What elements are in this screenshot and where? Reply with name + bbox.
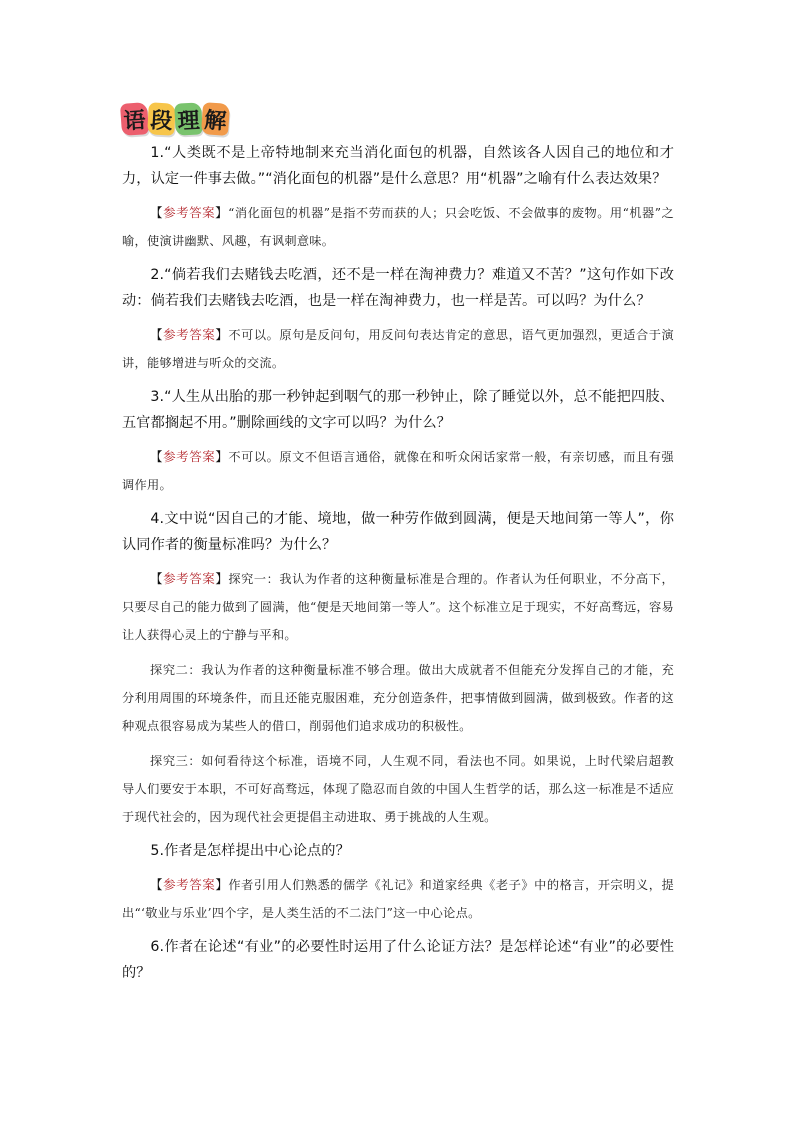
answer-paragraph (122, 199, 674, 255)
answer-text: “消化面包的机器”是指不劳而获的人；只会吃饭、不会做事的废物。用“机器”之喻，使演讲幽默、风趣，有讽刺意味。 (122, 206, 674, 248)
answer-tag (150, 205, 228, 220)
question-text: 4.文中说“因自己的才能、境地，做一种劳作做到圆满，便是天地间第一等人”，你认同作者的衡量标准吗？为什么？ (122, 511, 674, 553)
answer-text: 探究一：我认为作者的这种衡量标准是合理的。作者认为任何职业，不分高下，只要尽自己的能力做到了圆满，他“便是天地间第一等人”。这个标准立足于现实，不好高骛远，容易让人获得心灵上的宁静与平和。 (122, 572, 675, 642)
answer-tag-bracket: 】 (215, 877, 229, 892)
question-text: 3.“人生从出胎的那一秒钟起到咽气的那一秒钟止，除了睡觉以外，总不能把四肢、五官都搁起不用。”删除画线的文字可以吗？为什么？ (122, 389, 674, 431)
answer-text: 探究二：我认为作者的这种衡量标准不够合理。做出大成就者不但能充分发挥自己的才能，充分利用周围的环境条件，而且还能克服困难，充分创造条件，把事情做到圆满，做到极致。作者的这种观点很容易成为某些人的借口，削弱他们追求成功的积极性。 (122, 663, 674, 733)
answer-tag-label: 参考答案 (163, 571, 216, 586)
answer-tag (150, 449, 228, 464)
answer-paragraph (122, 321, 674, 377)
answer-tag-label: 参考答案 (163, 327, 216, 342)
answer-tag-bracket: 【 (150, 327, 164, 342)
section-title-char: 理 (174, 102, 203, 135)
answer-tag-label: 参考答案 (163, 449, 216, 464)
qa-list (122, 140, 674, 993)
answer-tag-label: 参考答案 (163, 205, 216, 220)
answer-tag-bracket: 【 (150, 449, 164, 464)
answer-paragraph (122, 747, 674, 831)
question-text: 1.“人类既不是上帝特地制来充当消化面包的机器，自然该各人因自己的地位和才力，认定一件事去做。”“消化面包的机器”是什么意思？用“机器”之喻有什么表达效果？ (122, 145, 674, 187)
section-title-char: 解 (201, 102, 230, 136)
answer-tag-bracket: 【 (150, 571, 164, 586)
section-title-char: 语 (120, 102, 149, 136)
answer-paragraph (122, 656, 674, 740)
answer-text: 不可以。原文不但语言通俗，就像在和听众闲话家常一般，有亲切感，而且有强调作用。 (122, 450, 675, 492)
answer-text: 作者引用人们熟悉的儒学《礼记》和道家经典《老子》中的格言，开宗明义，提出“‘敬业与乐业’四个字，是人类生活的不二法门”这一中心论点。 (122, 878, 675, 920)
answer-tag-bracket: 【 (150, 877, 164, 892)
question-text: 2.“倘若我们去赌钱去吃酒，还不是一样在淘神费力？难道又不苦？”这句作如下改动：倘若我们去赌钱去吃酒，也是一样在淘神费力，也一样是苦。可以吗？为什么？ (122, 267, 674, 309)
answer-text: 探究三：如何看待这个标准，语境不同，人生观不同，看法也不同。如果说，上时代梁启超教导人们要安于本职，不可好高骛远，体现了隐忍而自敛的中国人生哲学的话，那么这一标准是不适应于现代社会的，因为现代社会更提倡主动进取、勇于挑战的人生观。 (122, 754, 674, 824)
answer-tag-bracket: 】 (215, 571, 229, 586)
answer-paragraph (122, 443, 674, 499)
answer-tag-bracket: 】 (215, 327, 229, 342)
answer-paragraph (122, 871, 674, 927)
answer-tag-bracket: 】 (215, 449, 229, 464)
answer-tag-label: 参考答案 (163, 877, 216, 892)
answer-tag-bracket: 】 (215, 205, 229, 220)
question-text: 6.作者在论述“有业”的必要性时运用了什么论证方法？是怎样论述“有业”的必要性的？ (122, 939, 674, 981)
answer-paragraph (122, 565, 674, 649)
answer-tag-bracket: 【 (150, 205, 164, 220)
section-title-badge (121, 103, 229, 139)
answer-tag (150, 327, 228, 342)
answer-tag (150, 877, 228, 892)
answer-tag (150, 571, 228, 586)
question-text: 5.作者是怎样提出中心论点的？ (150, 843, 350, 859)
answer-text: 不可以。原句是反问句，用反问句表达肯定的意思，语气更加强烈，更适合于演讲，能够增进与听众的交流。 (122, 328, 675, 370)
section-title-char: 段 (147, 102, 176, 135)
